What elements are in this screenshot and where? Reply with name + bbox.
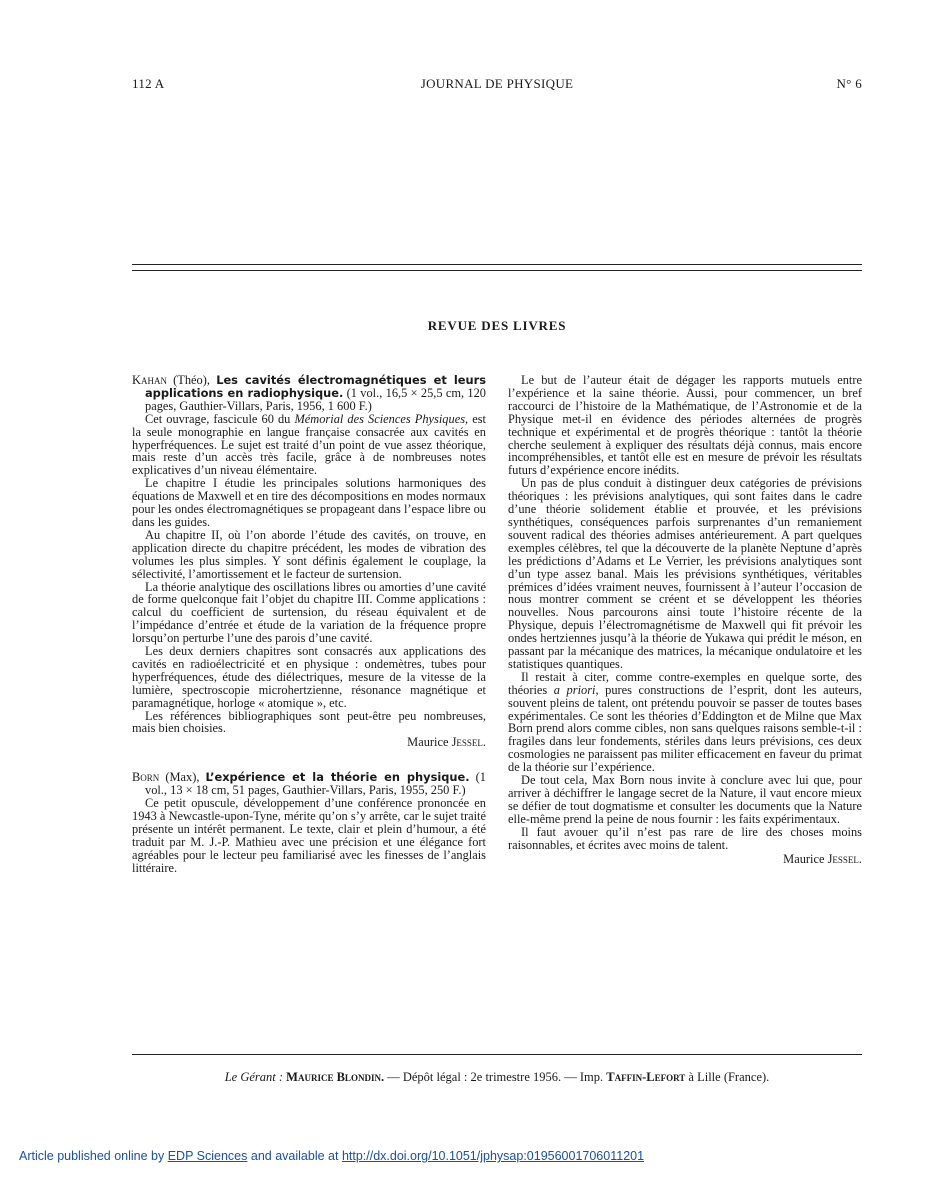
review2-paragraph-2: Le but de l’auteur était de dégager les rapports mutuels entre l’expérience et la saine théorie. Aussi, pour commencer, un bref raccourci de l’histoire de la Mathématique, de l’Astronomie et de la Physique met-il en évidence des périodes alternées de progrès technique et expérimental et de progrès théorique : tantôt la théorie cherche seulement à expliquer des résultats déjà connus, mais encore incompréhensibles, et tantôt elle est en mesure de prévoir les résultats futurs d’expérience encore inédits.: [508, 373, 862, 478]
review1-citation: [132, 374, 486, 413]
section-title: REVUE DES LIVRES: [427, 318, 567, 333]
footer-rule: [132, 1054, 862, 1055]
publisher-line: [19, 1149, 644, 1163]
imprint-manager: Maurice Blondin.: [286, 1070, 385, 1084]
issue-number: N° 6: [836, 76, 862, 91]
review2-signature: [508, 853, 862, 866]
imprint-printer: Taffin-Lefort: [606, 1070, 686, 1084]
review1-paragraph-5: Les deux derniers chapitres sont consacrés aux applications des cavités en radioélectricité et en physique : ondemètres, tubes pour hyperfréquences, étude des diélectriques, mesure de la vitesse de la lumière, spectroscopie microhertzienne, résonance magnétique et paramagnétique, horloge « atomique », etc.: [132, 644, 486, 710]
review1-book-title: Les cavités électromagnétiques et leurs applications en radiophysique.: [145, 373, 486, 400]
review2-book-details: (1 vol., 13 × 18 cm, 51 pages, Gauthier-Villars, Paris, 1955, 250 F.): [145, 770, 486, 798]
review1-paragraph-6: Les références bibliographiques sont peut-être peu nombreuses, mais bien choisies.: [132, 708, 486, 736]
review2-paragraph-6: Il faut avouer qu’il n’est pas rare de lire des choses moins raisonnables, et écrites avec moins de talent.: [508, 824, 862, 852]
review2-p4-pre: Il restait à citer, comme contre-exemples en quelque sorte, des théories: [508, 669, 862, 697]
review1-signature: [132, 736, 486, 749]
publisher-link[interactable]: EDP Sciences: [167, 1149, 248, 1163]
review2-book-title: L’expérience et la théorie en physique.: [205, 770, 470, 785]
right-column: [508, 374, 862, 887]
review2-author-given: (Max),: [165, 770, 200, 785]
section-divider: [132, 264, 862, 271]
imprint-place: à Lille (France).: [688, 1070, 770, 1084]
review1-author-given: (Théo),: [173, 373, 210, 387]
review1-paragraph-1: [132, 413, 486, 478]
review1-book-details: (1 vol., 16,5 × 25,5 cm, 120 pages, Gauthier-Villars, Paris, 1956, 1 600 F.): [145, 385, 486, 413]
review2-paragraph-4: [508, 671, 862, 774]
imprint-legal: — Dépôt légal : 2e trimestre 1956. — Imp.: [387, 1070, 604, 1084]
review1-p1-post: , est la seule monographie en langue française consacrée aux cavités en hyperfréquences. Le sujet est traité d’un point de vue assez théorique, mais reste d’un accès très facile, grâce à de nombreuses notes explicatives d’un niveau élémentaire.: [132, 411, 486, 478]
review1-paragraph-4: La théorie analytique des oscillations libres ou amorties d’une cavité de forme quelconque fait l’objet du chapitre III. Comme applications : calcul du coefficient de surtension, du réseau équivalent et de l’impédance d’entrée et étude de la variation de la fréquence propre lorsqu’on perturbe l’une des parois d’une cavité.: [132, 579, 486, 646]
journal-title: JOURNAL DE PHYSIQUE: [420, 76, 574, 91]
review1-series-title: Mémorial des Sciences Physiques: [294, 411, 466, 426]
review2-reviewer-given: Maurice: [783, 851, 825, 866]
imprint-line: [132, 1070, 862, 1085]
publisher-middle: and available at: [250, 1149, 339, 1163]
imprint-label: Le Gérant :: [224, 1070, 284, 1084]
review2-paragraph-5: De tout cela, Max Born nous invite à conclure avec lui que, pour arriver à déchiffrer le langage secret de la Nature, il vaut encore mieux se défier de tout dogmatisme et consulter les documents que la Nature elle-même prend la peine de nous fournir : les faits expérimentaux.: [508, 773, 862, 826]
running-head: [132, 76, 862, 94]
review2-paragraph-3: Un pas de plus conduit à distinguer deux catégories de prévisions théoriques : les prévisions analytiques, qui sont faites dans le cadre d’une théorie solidement établie et prouvée, et les prévisions synthétiques, conséquences parfois surprenantes d’un remaniement souvent radical des théories admises antérieurement. A part quelques exemples célèbres, tel que la découverte de la planète Neptune d’après les prédictions d’Adams et Le Verrier, les prévisions analytiques sont d’un type assez banal. Mais les prévisions synthétiques, véritables prémices d’idées vraiment neuves, fournissent à l’auteur l’occasion de nous montrer comment se créent et se développent les théories nouvelles. Nous parcourons ainsi toute l’histoire récente de la Physique, depuis l’électromagnétisme de Maxwell qui fit prévoir les ondes hertziennes jusqu’à la théorie de Yukawa qui prédit le méson, en passant par la mécanique des matrices, la mécanique ondulatoire et les statistiques quantiques.: [508, 476, 862, 671]
review1-reviewer-surname: Jessel.: [451, 735, 486, 750]
doi-link[interactable]: http://dx.doi.org/10.1051/jphysap:01956001706011201: [341, 1149, 645, 1163]
review2-author-surname: Born: [132, 770, 160, 785]
review2-reviewer-surname: Jessel.: [827, 851, 862, 866]
review2-p4-italic: a priori: [553, 682, 596, 697]
review1-reviewer-given: Maurice: [407, 735, 449, 750]
review2-citation: [132, 771, 486, 797]
review1-paragraph-2: Le chapitre I étudie les principales solutions harmoniques des équations de Maxwell et en tire des décompositions en modes normaux pour les ondes électromagnétiques se propageant dans l’espace libre ou dans les guides.: [132, 476, 486, 529]
review2-p4-post: , pures constructions de l’esprit, dont les auteurs, souvent pleins de talent, ont prétendu pouvoir se passer de toutes bases expérimentales. Ce sont les théories d’Eddington et de Milne que Max Born prend alors comme cibles, non sans quelques raisons semble-t-il : fragiles dans leur fondements, stériles dans leurs prévisions, ces deux cosmologies ne paraissent pas militer efficacement en faveur du primat de la théorie sur l’expérience.: [508, 682, 862, 775]
review1-author-surname: Kahan: [132, 373, 167, 387]
review2-paragraph-1: Ce petit opuscule, développement d’une conférence prononcée en 1943 à Newcastle-upon-Tyne, mérite qu’on s’y arrête, car le sujet traité présente un intérêt permanent. Le texte, clair et plein d’humour, a été traduit par M. J.-P. Mathieu avec une précision et une élégance fort agréables pour le lecteur peu familiarisé avec les finesses de l’anglais littéraire.: [132, 796, 486, 875]
publisher-prefix: Article published online by: [19, 1149, 165, 1163]
review1-paragraph-3: Au chapitre II, où l’on aborde l’étude des cavités, on trouve, en application directe du chapitre précédent, les modes de vibration des volumes les plus simples. Y sont définis également le couplage, la sélectivité, l’amortissement et le facteur de surtension.: [132, 527, 486, 581]
review1-p1-pre: Cet ouvrage, fascicule 60 du: [145, 411, 291, 426]
page-number: 112 A: [132, 76, 165, 91]
left-column: [132, 374, 486, 875]
